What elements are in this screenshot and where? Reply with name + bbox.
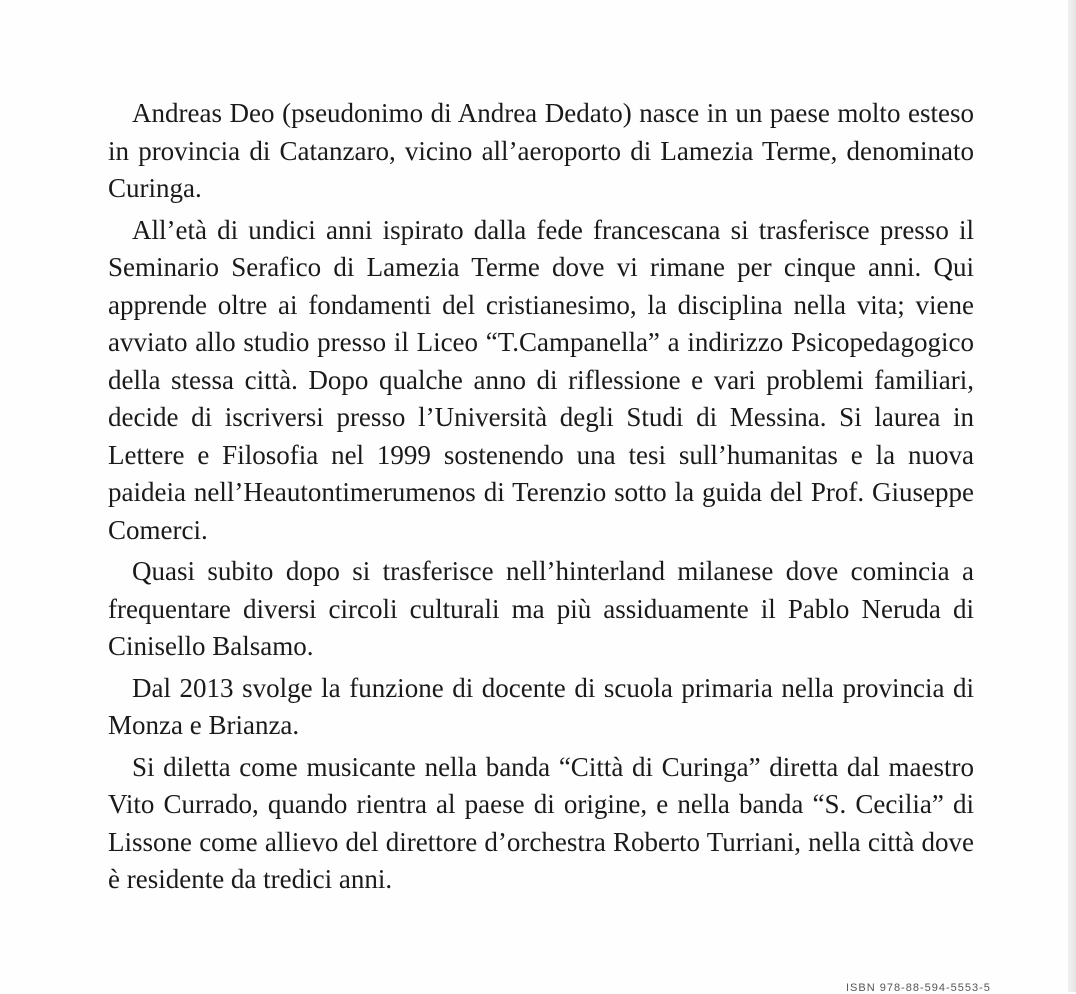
- page-edge: [1068, 0, 1076, 992]
- isbn-text: ISBN 978-88-594-5553-5: [846, 982, 991, 994]
- biography-text: [108, 95, 974, 903]
- biography-paragraph-origin: Andreas Deo (pseudonimo di Andrea Dedato) nasce in un paese molto esteso in provincia di Catanzaro, vicino all’aeroporto di Lamezia Terme, denominato Curinga.: [108, 98, 974, 203]
- biography-paragraph-education: All’età di undici anni ispirato dalla fede francescana si trasferisce presso il Seminario Serafico di Lamezia Terme dove vi rimane per cinque anni. Qui apprende oltre ai fondamenti del cristianesimo, la disciplina nella vita; viene avviato allo studio presso il Liceo “T.Campanella” a indirizzo Psicopedagogico della stessa città. Dopo qualche anno di riflessione e vari problemi familiari, decide di iscriversi presso l’Università degli Studi di Messina. Si laurea in Lettere e Filosofia nel 1999 sostenendo una tesi sull’humanitas e la nuova paideia nell’Heautontimerumenos di Terenzio sotto la guida del Prof. Giuseppe Comerci.: [108, 214, 974, 545]
- biography-paragraph-teaching: Dal 2013 svolge la funzione di docente di scuola primaria nella provincia di Monza e Brianza.: [108, 672, 974, 740]
- biography-paragraph-music: Si diletta come musicante nella banda “Città di Curinga” diretta dal maestro Vito Currado, quando rientra al paese di origine, e nella banda “S. Cecilia” di Lissone come allievo del direttore d’orchestra Roberto Turriani, nella città dove è residente da tredici anni.: [108, 751, 974, 894]
- biography-paragraph-milan: Quasi subito dopo si trasferisce nell’hinterland milanese dove comincia a frequentare diversi circoli culturali ma più assiduamente il Pablo Neruda di Cinisello Balsamo.: [108, 556, 974, 661]
